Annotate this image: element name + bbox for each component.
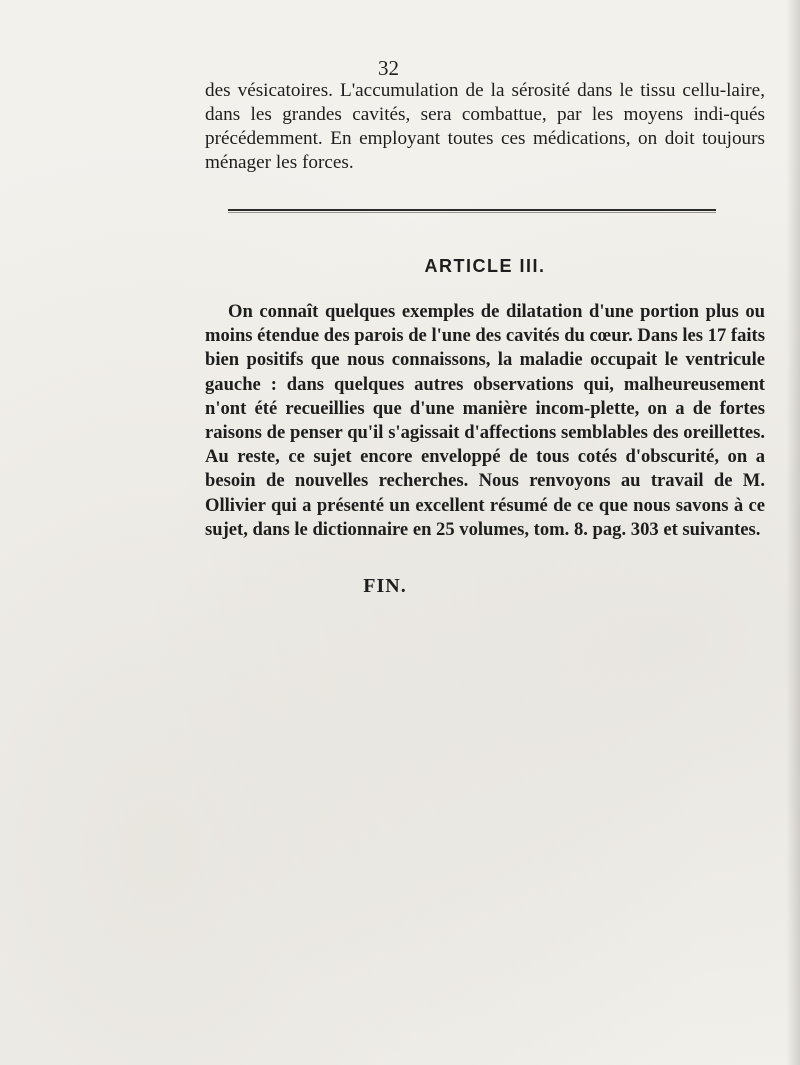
end-mark: FIN. <box>363 575 407 597</box>
article-paragraph: On connaît quelques exemples de dilatation d'une portion plus ou moins étendue des parois de l'une des cavités du cœur. Dans les 17 faits bien positifs que nous connaissons, la maladie occupait le ventricule gauche : dans quelques autres observations qui, malheureusement n'ont été recueillies que d'une manière incom-plette, on a de fortes raisons de penser qu'il s'agissait d'affections semblables des oreillettes. Au reste, ce sujet encore enveloppé de tous cotés d'obscurité, on a besoin de nouvelles recherches. Nous renvoyons au travail de M. Ollivier qui a présenté un excellent résumé de ce que nous savons à ce sujet, dans le dictionnaire en 25 volumes, tom. 8. pag. 303 et suivantes. <box>205 301 765 540</box>
article-heading: ARTICLE III. <box>424 256 546 276</box>
horizontal-rule <box>228 209 716 211</box>
paragraph-continuation: des vésicatoires. L'accumulation de la sérosité dans le tissu cellu-laire, dans les grandes cavités, sera combattue, par les moyens indi-qués précédemment. En employant toutes ces médications, on doit toujours ménager les forces. <box>205 80 765 173</box>
page-edge-shadow <box>786 0 800 1065</box>
page-number: 32 <box>378 56 399 80</box>
